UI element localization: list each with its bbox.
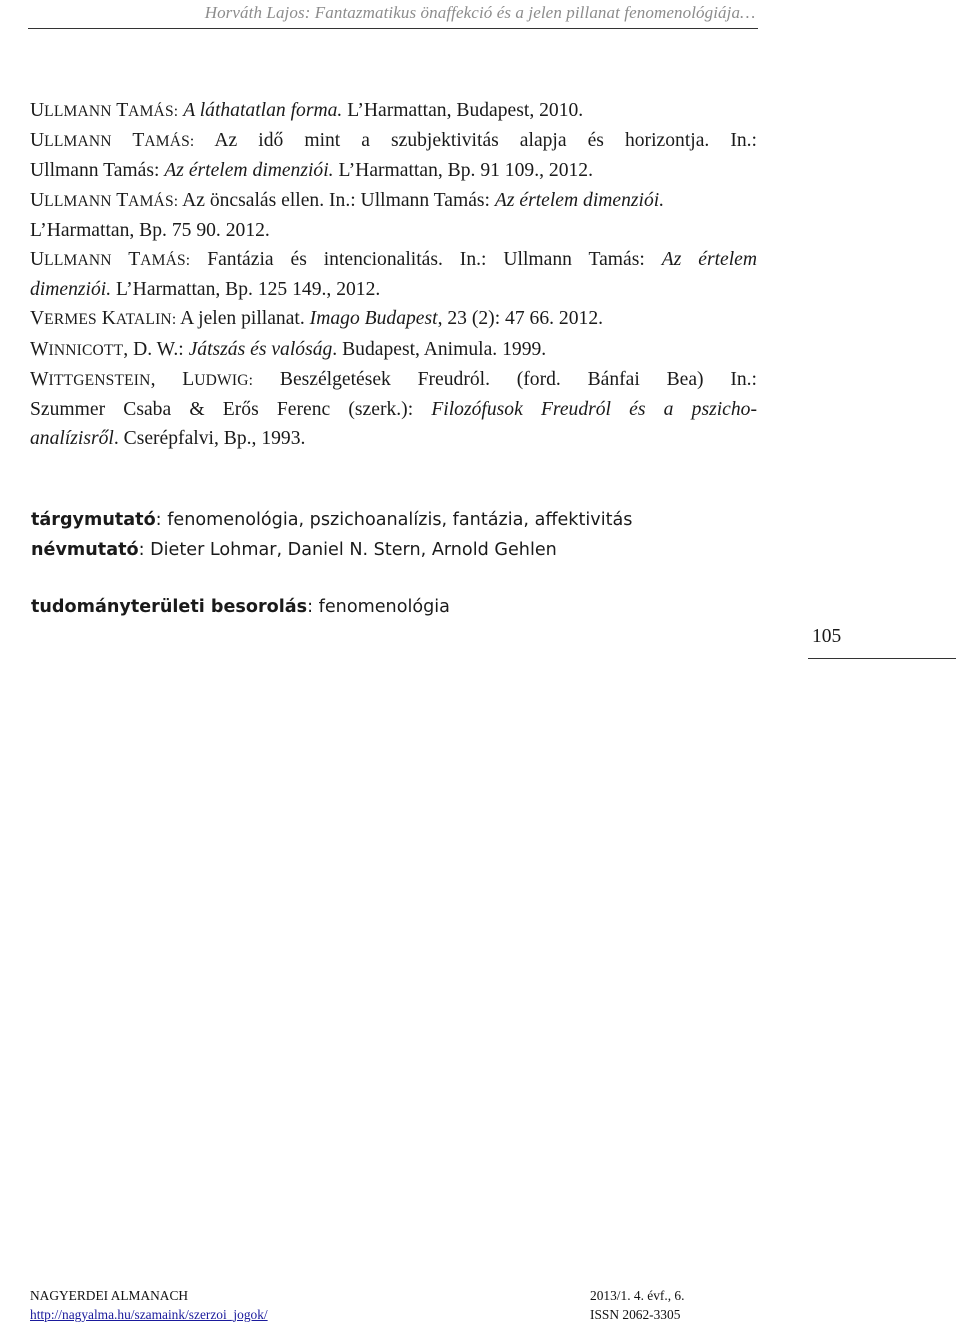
copyright-link[interactable]: http://nagyalma.hu/szamaink/szerzoi_jogok/ <box>30 1307 268 1322</box>
reference-entry: WITTGENSTEIN, LUDWIG: Beszélgetések Freudról. (ford. Bánfai Bea) In.: Szummer Csaba & Erős Ferenc (szerk.): Filozófusok Freudról és a pszicho- analízisről. Cserépfalvi, Bp., 1993. <box>30 368 757 450</box>
name-index-value: : Dieter Lohmar, Daniel N. Stern, Arnold Gehlen <box>138 539 557 560</box>
page-number: 105 <box>812 626 842 647</box>
field-classification-label: tudományterületi besorolás <box>31 597 308 617</box>
page-number-rule <box>808 658 956 659</box>
reference-details: A jelen pillanat. <box>176 308 310 330</box>
author-given: AMÁS: <box>140 252 191 270</box>
field-classification-value: : fenomenológia <box>307 597 450 617</box>
author-given: AMÁS: <box>128 103 179 120</box>
field-classification <box>31 593 751 623</box>
author-initial: U <box>30 130 45 152</box>
reference-title: Az értelem dimenziói. <box>494 189 665 211</box>
author-initial: W <box>30 338 49 360</box>
issue-info: 2013/1. 4. évf., 6. <box>590 1288 685 1303</box>
author-surname: ITTGENSTEIN <box>48 371 151 389</box>
subject-index-value: : fenomenológia, pszichoanalízis, fantázia, affektivitás <box>155 510 633 530</box>
reference-details: . Budapest, Animula. 1999. <box>332 338 547 360</box>
issn: ISSN 2062-3305 <box>590 1307 681 1322</box>
author-given: ATALIN: <box>115 311 177 329</box>
index-block <box>31 506 751 565</box>
reference-title: Imago Budapest <box>309 308 438 330</box>
name-index <box>31 536 751 566</box>
reference-details: , 23 (2): 47 66. 2012. <box>437 308 604 330</box>
author-initial: U <box>30 100 45 121</box>
footer <box>30 1286 730 1324</box>
author-initial: T <box>116 189 129 211</box>
author-initial: K <box>101 308 116 330</box>
reference-details: Az idő mint a szubjektivitás alapja és horizontja. In.: <box>194 130 757 152</box>
subject-index-label: tárgymutató <box>31 510 156 530</box>
author-surname: LLMANN <box>44 252 112 270</box>
reference-title: analízisről <box>30 428 114 450</box>
author-initial: W <box>30 368 49 390</box>
author-initial: U <box>30 249 45 271</box>
author-surname: LLMANN <box>44 133 112 151</box>
name-index-label: névmutató <box>31 539 139 560</box>
reference-details: Fantázia és intencionalitás. In.: Ullmann Tamás: <box>190 249 662 271</box>
reference-details: Beszélgetések Freudról. (ford. Bánfai Bea) In.: <box>253 368 757 390</box>
reference-details: Szummer Csaba & Erős Ferenc (szerk.): <box>30 399 432 421</box>
reference-details: Ullmann Tamás: <box>30 160 165 182</box>
author-given: AMÁS: <box>128 192 179 210</box>
reference-title: A láthatatlan forma. <box>183 100 343 121</box>
reference-title: dimenziói. <box>30 279 112 301</box>
reference-details: L’Harmattan, Bp. 125 149., 2012. <box>111 279 381 301</box>
reference-title: Az értelem <box>661 249 757 271</box>
journal-name: NAGYERDEI ALMANACH <box>30 1288 189 1303</box>
reference-title: Az értelem dimenziói. <box>164 160 334 182</box>
subject-index <box>31 506 751 536</box>
reference-entry <box>30 96 757 126</box>
reference-list <box>30 96 757 453</box>
reference-title: Filozófusok Freudról és a pszicho- <box>431 399 757 421</box>
reference-details: Az öncsalás ellen. In.: Ullmann Tamás: <box>178 189 495 211</box>
author-initial: V <box>30 308 45 330</box>
author-surname: ERMES <box>44 311 97 329</box>
reference-details: L’Harmattan, Budapest, 2010. <box>342 100 584 121</box>
running-title: Horváth Lajos: Fantazmatikus önaffekció és a jelen pillanat fenomenológiája… <box>204 3 756 22</box>
header-rule <box>28 28 758 29</box>
reference-title: Játszás és valóság <box>188 338 333 360</box>
reference-details: , D. W.: <box>123 338 189 360</box>
reference-details: L’Harmattan, Bp. 91 109., 2012. <box>333 160 593 182</box>
author-initial: T <box>116 100 129 121</box>
reference-entry <box>30 335 757 365</box>
author-initial: T <box>128 249 141 271</box>
author-given: UDWIG: <box>194 371 254 389</box>
author-initial: L <box>182 368 195 390</box>
author-surname: LLMANN <box>44 103 112 120</box>
reference-details: . Cserépfalvi, Bp., 1993. <box>113 428 306 450</box>
author-surname: LLMANN <box>44 192 112 210</box>
author-initial: T <box>132 130 145 152</box>
reference-entry <box>30 126 757 185</box>
reference-entry <box>30 304 757 334</box>
running-header <box>0 3 960 23</box>
author-surname: INNICOTT <box>48 341 124 359</box>
reference-details: L’Harmattan, Bp. 75 90. 2012. <box>30 219 270 241</box>
author-given: AMÁS: <box>144 133 195 151</box>
reference-entry <box>30 186 757 245</box>
reference-entry <box>30 245 757 304</box>
author-initial: U <box>30 189 45 211</box>
